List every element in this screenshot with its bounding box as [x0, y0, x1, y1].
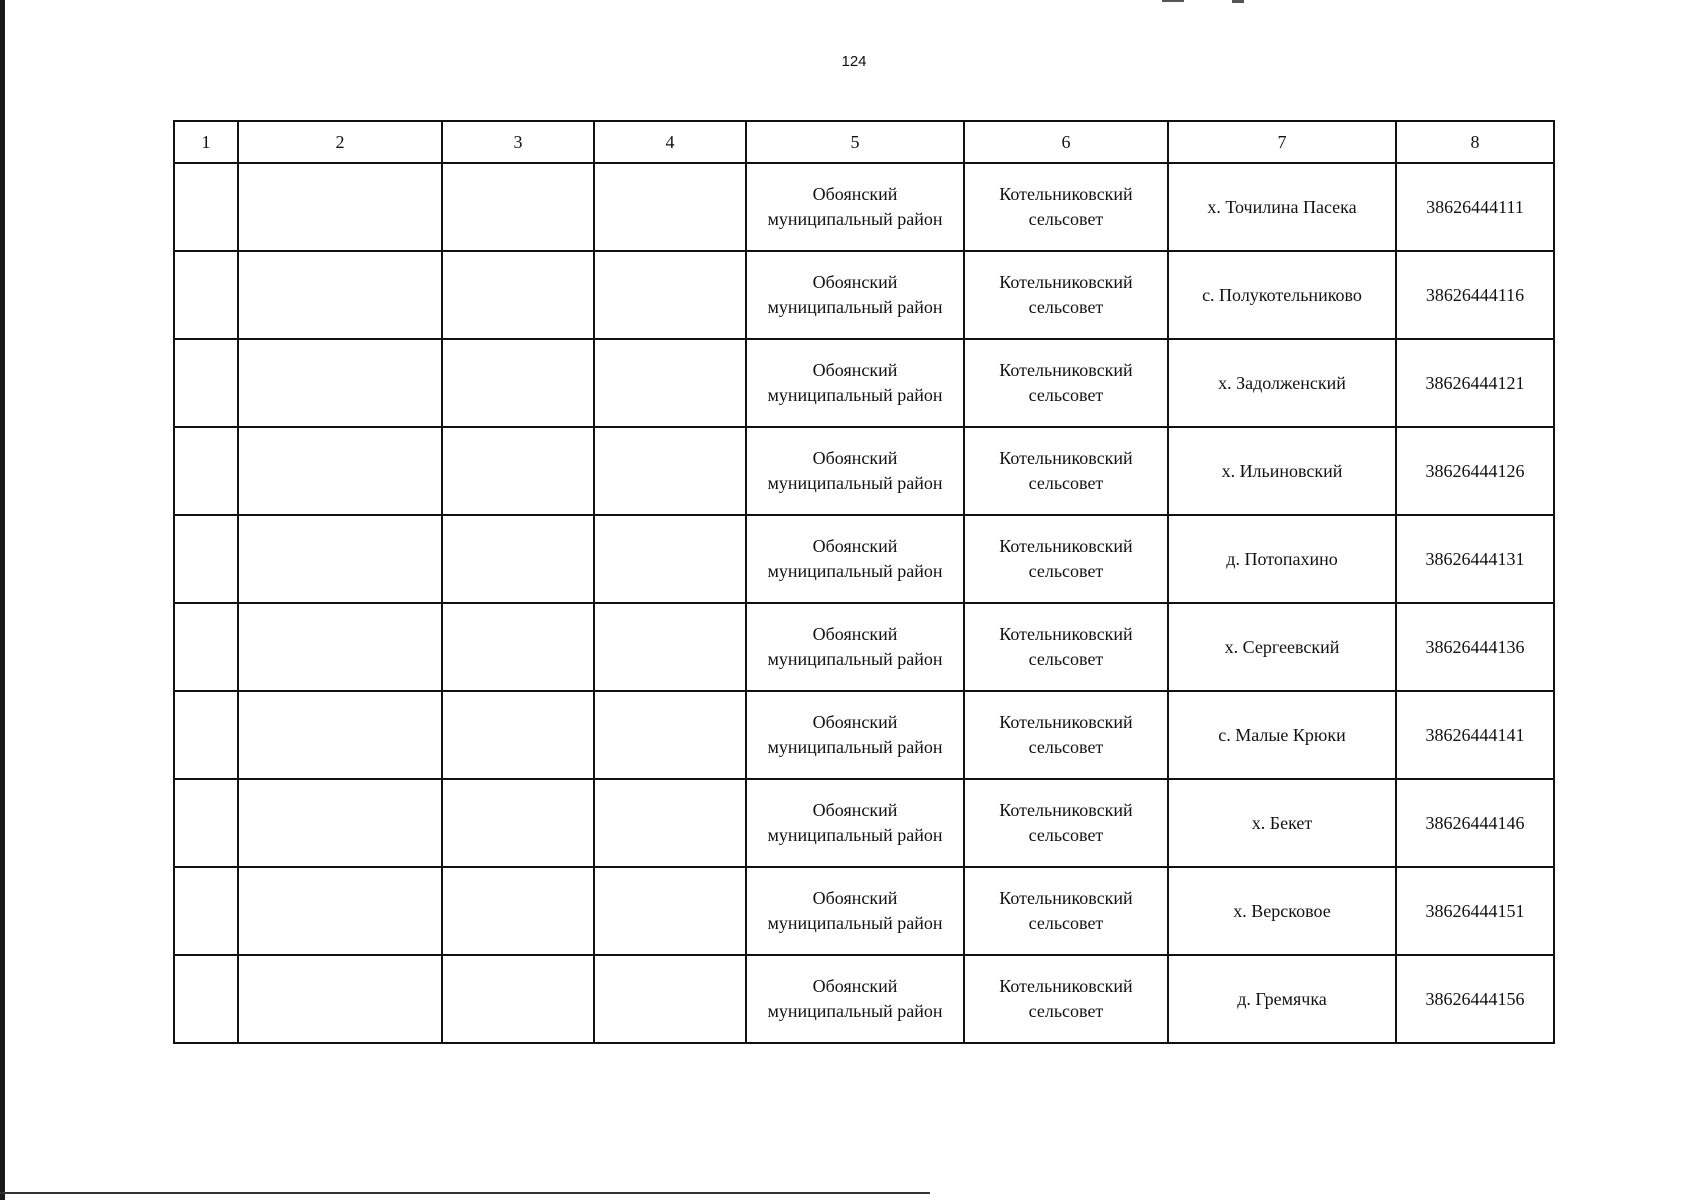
district-cell-line-1: Обоянский	[812, 624, 898, 644]
district-cell	[746, 867, 964, 955]
table-row	[174, 867, 1554, 955]
empty-cell-col-4	[594, 163, 746, 251]
column-header: 3	[442, 121, 594, 163]
district-cell-line-1: Обоянский	[812, 448, 898, 468]
district-cell-line-2: муниципальный район	[767, 561, 943, 581]
council-cell-line-1: Котельниковский	[999, 888, 1133, 908]
district-cell-line-2: муниципальный район	[767, 385, 943, 405]
council-cell-line-2: сельсовет	[1028, 473, 1104, 493]
council-cell-line-2: сельсовет	[1028, 649, 1104, 669]
empty-cell-col-1	[174, 867, 238, 955]
empty-cell-col-4	[594, 779, 746, 867]
table-row	[174, 339, 1554, 427]
district-cell	[746, 515, 964, 603]
empty-cell-col-4	[594, 515, 746, 603]
empty-cell-col-2	[238, 251, 442, 339]
council-cell	[964, 691, 1168, 779]
table-header-row	[174, 121, 1554, 163]
council-cell	[964, 163, 1168, 251]
district-cell-line-1: Обоянский	[812, 360, 898, 380]
district-cell	[746, 251, 964, 339]
council-cell	[964, 955, 1168, 1043]
empty-cell-col-4	[594, 427, 746, 515]
empty-cell-col-1	[174, 515, 238, 603]
settlement-cell: д. Гремячка	[1168, 955, 1396, 1043]
code-cell: 38626444126	[1396, 427, 1554, 515]
code-cell: 38626444121	[1396, 339, 1554, 427]
settlement-cell: х. Точилина Пасека	[1168, 163, 1396, 251]
settlement-cell: с. Полукотельниково	[1168, 251, 1396, 339]
column-header: 2	[238, 121, 442, 163]
empty-cell-col-4	[594, 603, 746, 691]
scan-bottom-rule	[0, 1192, 930, 1194]
council-cell-line-2: сельсовет	[1028, 913, 1104, 933]
council-cell-line-2: сельсовет	[1028, 297, 1104, 317]
council-cell-line-1: Котельниковский	[999, 624, 1133, 644]
code-cell: 38626444116	[1396, 251, 1554, 339]
empty-cell-col-3	[442, 603, 594, 691]
settlement-cell: х. Ильиновский	[1168, 427, 1396, 515]
column-header: 8	[1396, 121, 1554, 163]
code-cell: 38626444111	[1396, 163, 1554, 251]
table-row	[174, 779, 1554, 867]
empty-cell-col-2	[238, 867, 442, 955]
empty-cell-col-3	[442, 867, 594, 955]
district-cell-line-1: Обоянский	[812, 800, 898, 820]
council-cell-line-1: Котельниковский	[999, 800, 1133, 820]
district-cell-line-2: муниципальный район	[767, 1001, 943, 1021]
district-cell	[746, 339, 964, 427]
council-cell-line-2: сельсовет	[1028, 209, 1104, 229]
district-cell-line-1: Обоянский	[812, 272, 898, 292]
empty-cell-col-2	[238, 955, 442, 1043]
council-cell-line-2: сельсовет	[1028, 737, 1104, 757]
council-cell-line-2: сельсовет	[1028, 825, 1104, 845]
empty-cell-col-4	[594, 867, 746, 955]
empty-cell-col-2	[238, 691, 442, 779]
district-cell-line-2: муниципальный район	[767, 209, 943, 229]
district-cell	[746, 427, 964, 515]
district-cell-line-2: муниципальный район	[767, 649, 943, 669]
council-cell-line-1: Котельниковский	[999, 712, 1133, 732]
empty-cell-col-4	[594, 339, 746, 427]
council-cell-line-1: Котельниковский	[999, 272, 1133, 292]
council-cell-line-2: сельсовет	[1028, 1001, 1104, 1021]
column-header: 1	[174, 121, 238, 163]
table-row	[174, 691, 1554, 779]
page-number: 124	[841, 53, 867, 70]
empty-cell-col-3	[442, 427, 594, 515]
empty-cell-col-1	[174, 779, 238, 867]
empty-cell-col-1	[174, 427, 238, 515]
settlement-cell: х. Бекет	[1168, 779, 1396, 867]
empty-cell-col-2	[238, 515, 442, 603]
empty-cell-col-2	[238, 163, 442, 251]
district-cell-line-2: муниципальный район	[767, 473, 943, 493]
council-cell-line-2: сельсовет	[1028, 561, 1104, 581]
council-cell-line-1: Котельниковский	[999, 976, 1133, 996]
column-header: 6	[964, 121, 1168, 163]
code-cell: 38626444136	[1396, 603, 1554, 691]
council-cell	[964, 339, 1168, 427]
council-cell	[964, 515, 1168, 603]
empty-cell-col-2	[238, 779, 442, 867]
settlement-cell: с. Малые Крюки	[1168, 691, 1396, 779]
column-header: 5	[746, 121, 964, 163]
code-cell: 38626444146	[1396, 779, 1554, 867]
district-cell-line-1: Обоянский	[812, 536, 898, 556]
settlement-cell: х. Сергеевский	[1168, 603, 1396, 691]
table-row	[174, 251, 1554, 339]
empty-cell-col-1	[174, 251, 238, 339]
empty-cell-col-3	[442, 691, 594, 779]
table-row	[174, 603, 1554, 691]
district-cell-line-2: муниципальный район	[767, 297, 943, 317]
district-cell	[746, 603, 964, 691]
code-cell: 38626444131	[1396, 515, 1554, 603]
district-cell	[746, 955, 964, 1043]
council-cell-line-1: Котельниковский	[999, 184, 1133, 204]
empty-cell-col-1	[174, 955, 238, 1043]
scan-top-mark	[1232, 0, 1244, 3]
empty-cell-col-4	[594, 251, 746, 339]
table-row	[174, 163, 1554, 251]
empty-cell-col-3	[442, 251, 594, 339]
district-cell-line-2: муниципальный район	[767, 913, 943, 933]
table-row	[174, 515, 1554, 603]
empty-cell-col-3	[442, 515, 594, 603]
empty-cell-col-3	[442, 955, 594, 1043]
column-header: 7	[1168, 121, 1396, 163]
empty-cell-col-2	[238, 339, 442, 427]
settlement-cell: х. Задолженский	[1168, 339, 1396, 427]
council-cell-line-1: Котельниковский	[999, 360, 1133, 380]
district-cell-line-2: муниципальный район	[767, 737, 943, 757]
district-cell-line-1: Обоянский	[812, 184, 898, 204]
council-cell	[964, 427, 1168, 515]
council-cell-line-1: Котельниковский	[999, 536, 1133, 556]
column-header: 4	[594, 121, 746, 163]
code-cell: 38626444151	[1396, 867, 1554, 955]
table-row	[174, 427, 1554, 515]
empty-cell-col-1	[174, 691, 238, 779]
empty-cell-col-3	[442, 339, 594, 427]
district-cell	[746, 163, 964, 251]
scan-top-mark	[1162, 0, 1184, 2]
empty-cell-col-2	[238, 603, 442, 691]
settlement-cell: х. Версковое	[1168, 867, 1396, 955]
empty-cell-col-1	[174, 603, 238, 691]
empty-cell-col-4	[594, 955, 746, 1043]
empty-cell-col-3	[442, 163, 594, 251]
empty-cell-col-1	[174, 163, 238, 251]
settlements-table	[173, 120, 1555, 1044]
district-cell	[746, 691, 964, 779]
council-cell-line-2: сельсовет	[1028, 385, 1104, 405]
district-cell	[746, 779, 964, 867]
district-cell-line-1: Обоянский	[812, 976, 898, 996]
council-cell	[964, 603, 1168, 691]
empty-cell-col-1	[174, 339, 238, 427]
table-row	[174, 955, 1554, 1043]
empty-cell-col-2	[238, 427, 442, 515]
district-cell-line-1: Обоянский	[812, 712, 898, 732]
council-cell	[964, 867, 1168, 955]
council-cell-line-1: Котельниковский	[999, 448, 1133, 468]
code-cell: 38626444156	[1396, 955, 1554, 1043]
code-cell: 38626444141	[1396, 691, 1554, 779]
council-cell	[964, 779, 1168, 867]
settlement-cell: д. Потопахино	[1168, 515, 1396, 603]
empty-cell-col-4	[594, 691, 746, 779]
scan-left-edge	[0, 0, 5, 1200]
empty-cell-col-3	[442, 779, 594, 867]
district-cell-line-2: муниципальный район	[767, 825, 943, 845]
district-cell-line-1: Обоянский	[812, 888, 898, 908]
council-cell	[964, 251, 1168, 339]
